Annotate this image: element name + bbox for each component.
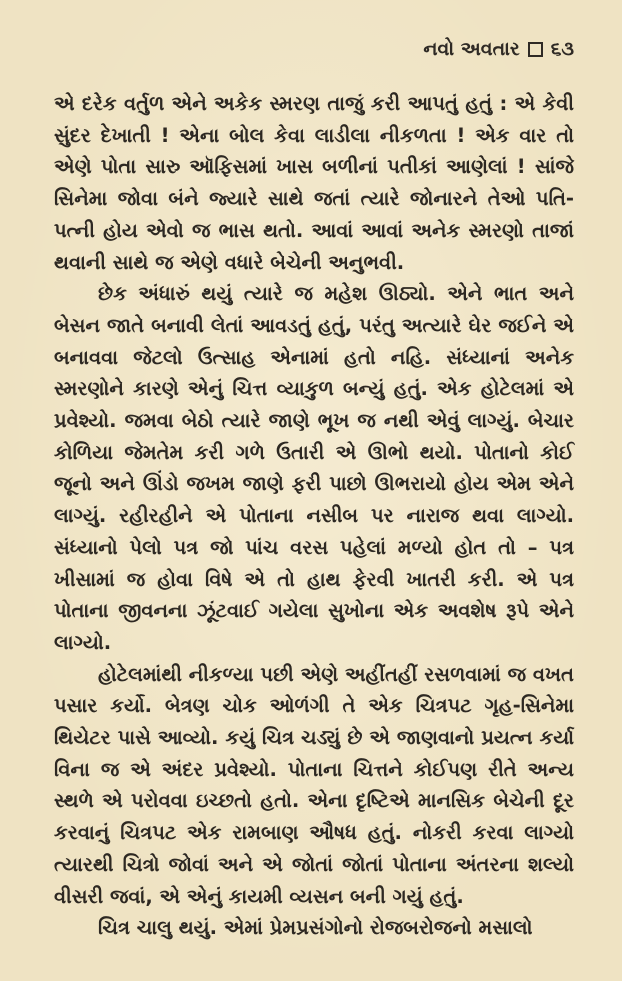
paragraph-3: હોટેલમાંથી નીકળ્યા પછી એણે અહીંતહીં રસળવામાં જ વખત પસાર કર્યો. બેત્રણ ચોક ઓળંગી તે એક ચિત્રપટ ગૃહ-સિનેમા થિયેટર પાસે આવ્યો. કયું ચિત્ર ચડ્યું છે એ જાણવાનો પ્રયત્ન કર્યા વિના જ એ અંદર પ્રવેશ્યો. પોતાના ચિત્તને કોઈપણ રીતે અન્ય સ્થળે એ પરોવવા ઇચ્છતો હતો. એના દૃષ્ટિએ માનસિક બેચેની દૂર કરવાનું ચિત્રપટ એક રામબાણ ઔષધ હતું. નોકરી કરવા લાગ્યો ત્યારથી ચિત્રો જોવાં અને એ જોતાં જોતાં પોતાના અંતરના શલ્યો વીસરી જવાં, એ એનું કાયમી વ્યસન બની ગયું હતું. (54, 662, 574, 908)
running-header-title: નવો અવતાર (423, 38, 520, 60)
page-number: ૬૩ (550, 38, 574, 60)
paragraph-2: છેક અંધારું થયું ત્યારે જ મહેશ ઊઠ્યો. એને ભાત અને બેસન જાતે બનાવી લેતાં આવડતું હતું, પરંતુ અત્યારે ઘેર જઈને એ બનાવવા જેટલો ઉત્સાહ એનામાં હતો નહિ. સંધ્યાનાં અનેક સ્મરણોને કારણે એનું ચિત્ત વ્યાકુળ બન્યું હતું. એક હોટેલમાં એ પ્રવેશ્યો. જમવા બેઠો ત્યારે જાણે ભૂખ જ નથી એવું લાગ્યું. બેચાર કોળિયા જેમતેમ કરી ગળે ઉતારી એ ઊભો થયો. પોતાનો કોઈ જૂનો અને ઊંડો જખમ જાણે ફરી પાછો ઊભરાયો હોય એમ એને લાગ્યું. રહીરહીને એ પોતાના નસીબ પર નારાજ થવા લાગ્યો. સંધ્યાનો પેલો પત્ર જો પાંચ વરસ પહેલાં મળ્યો હોત તો – પત્ર ખીસામાં જ હોવા વિષે એ તો હાથ ફેરવી ખાતરી કરી. એ પત્ર પોતાના જીવનના ઝૂંટવાઈ ગયેલા સુખોના એક અવશેષ રૂપે એને લાગ્યો. (54, 282, 574, 654)
body-text (54, 88, 574, 944)
paragraph-4: ચિત્ર ચાલુ થયું. એમાં પ્રેમપ્રસંગોનો રોજબરોજનો મસાલો (98, 916, 533, 940)
header-square-ornament (528, 42, 543, 57)
paragraph-1: એ દરેક વર્તુળ એને અકેક સ્મરણ તાજું કરી આપતું હતું : એ કેવી સુંદર દેખાતી ! એના બોલ કેવા લાડીલા નીકળતા ! એક વાર તો એણે પોતા સારુ ઑફિસમાં ખાસ બળીનાં પતીકાં આણેલાં ! સાંજે સિનેમા જોવા બંને જ્યારે સાથે જતાં ત્યારે જોનારને તેઓ પતિ-પત્ની હોય એવો જ ભાસ થતો. આવાં આવાં અનેક સ્મરણો તાજાં થવાની સાથે જ એણે વધારે બેચેની અનુભવી. (54, 92, 574, 274)
running-header (423, 38, 574, 60)
